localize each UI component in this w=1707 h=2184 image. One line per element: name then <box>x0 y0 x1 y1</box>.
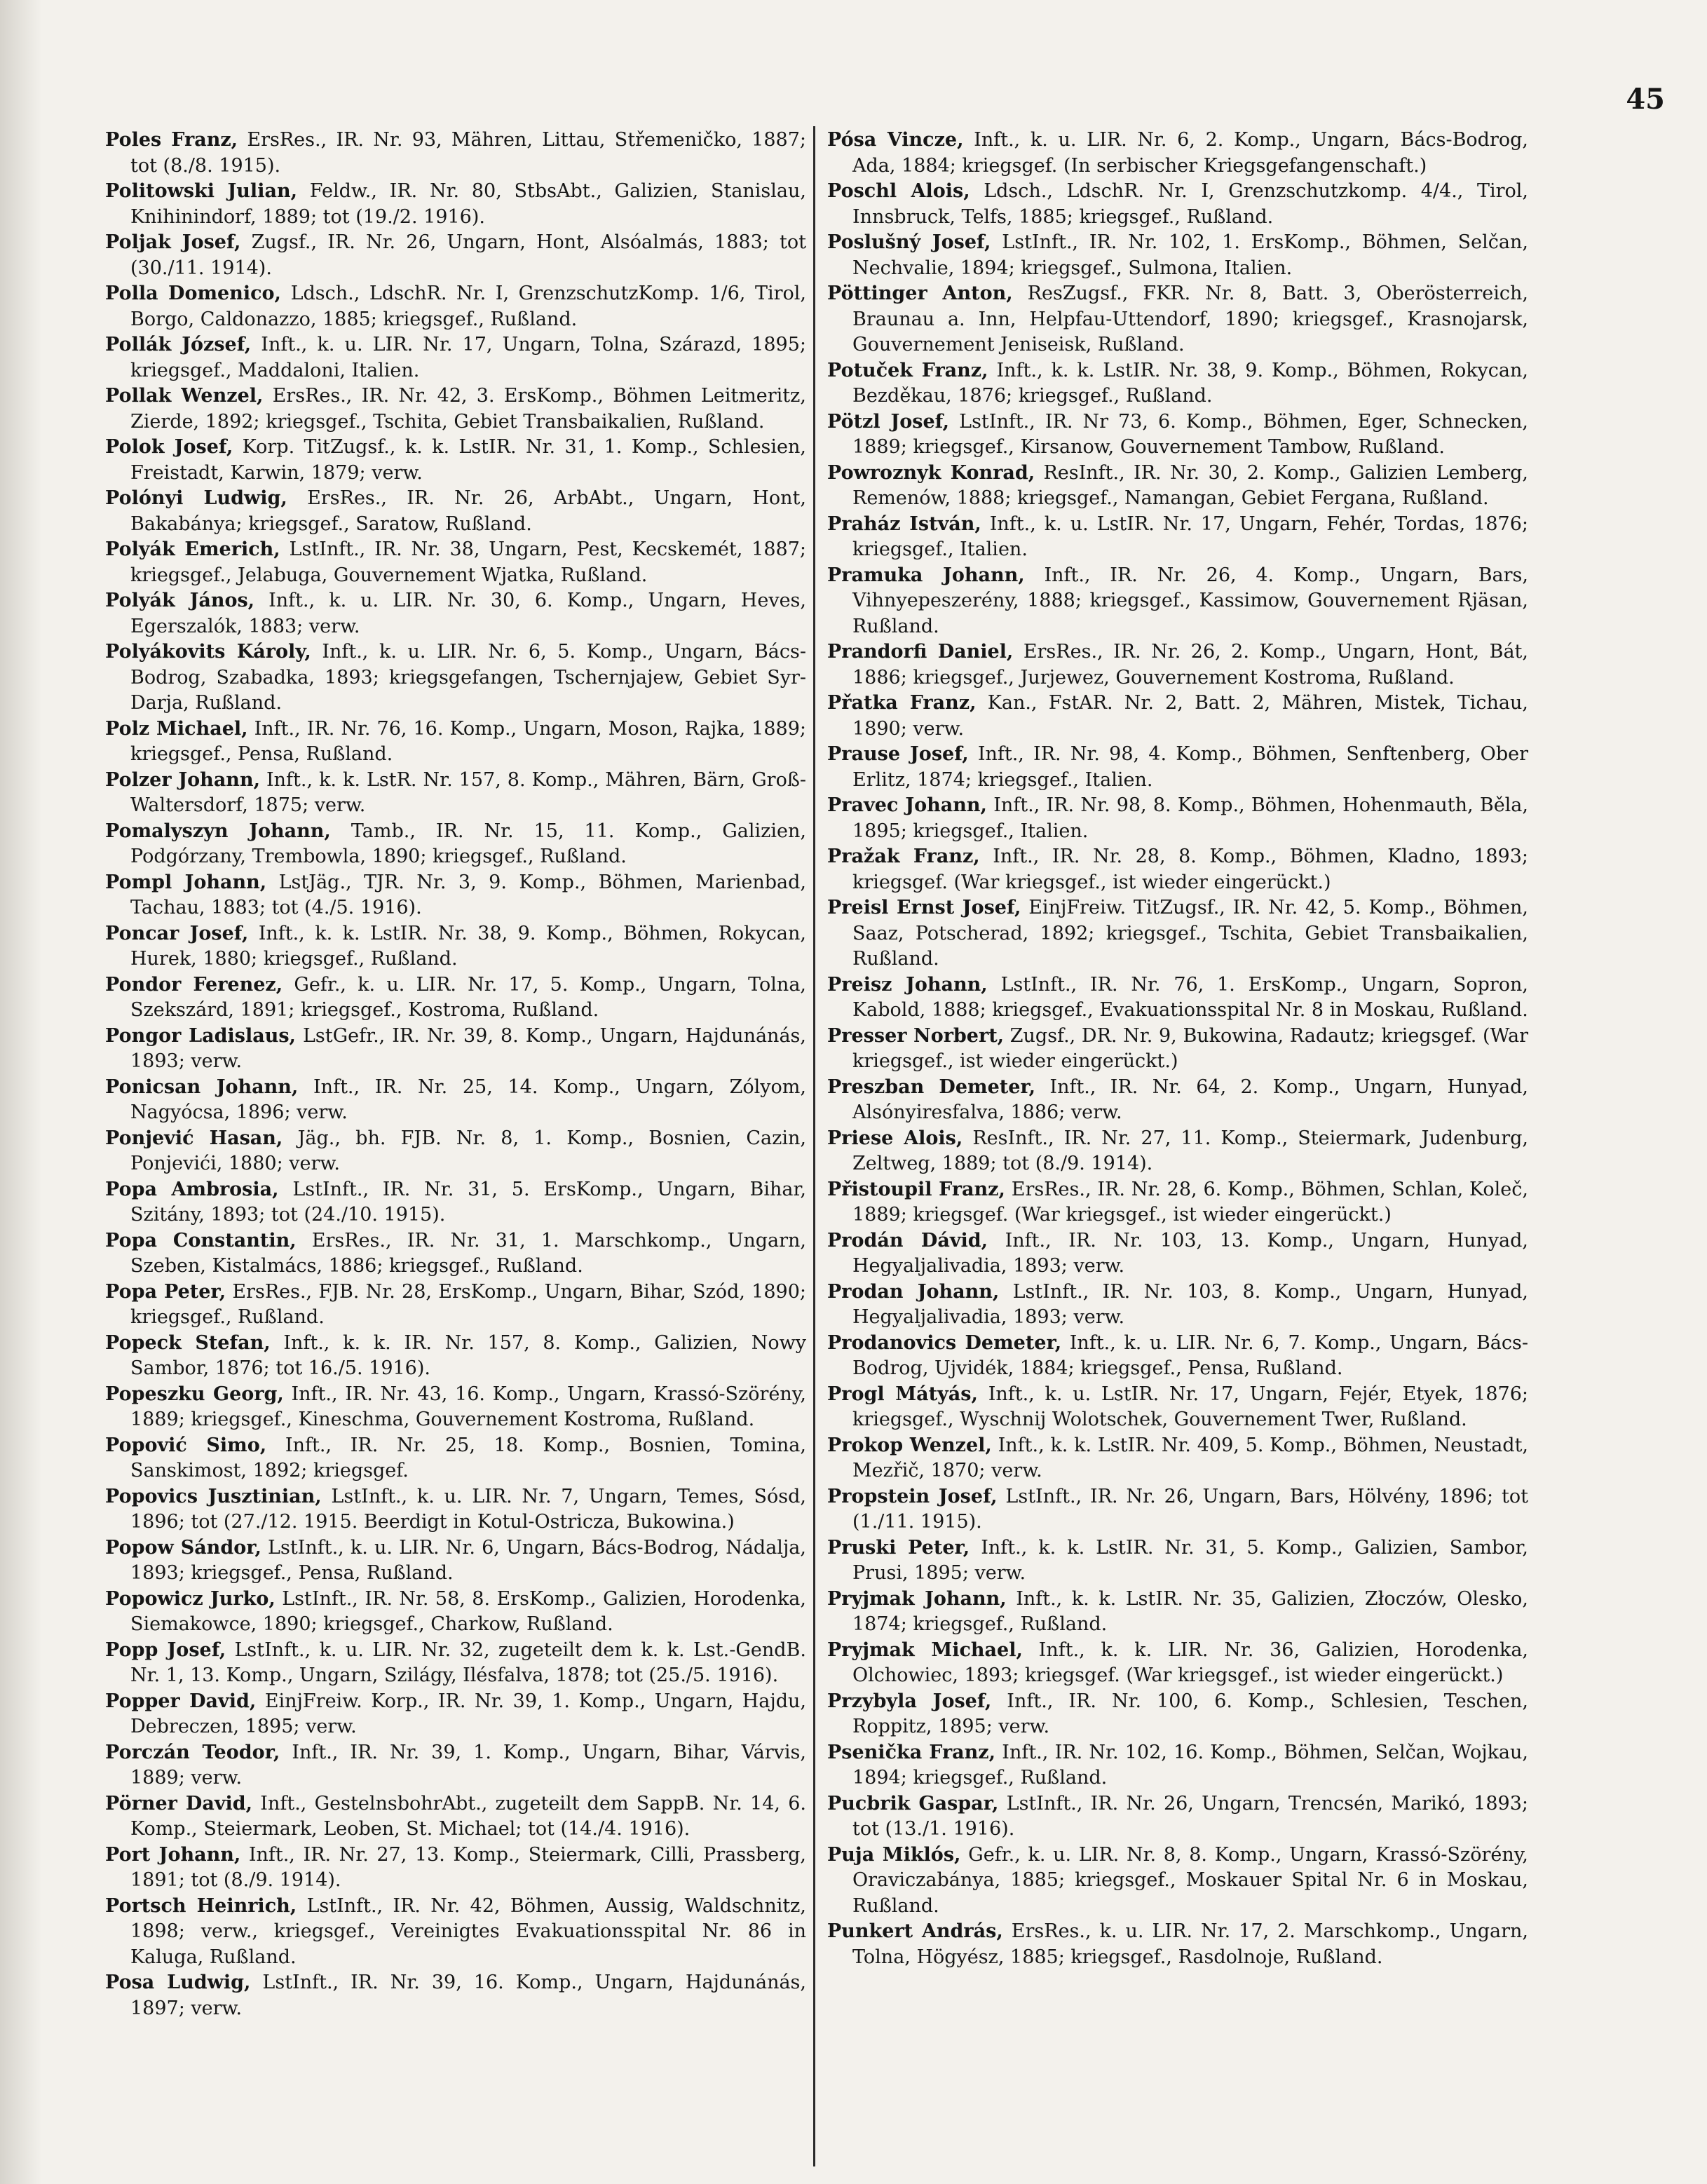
entry-details: ResZugsf., FKR. Nr. 8, Batt. 3, Oberösterreich, Braunau a. Inn, Helpfau-Uttendorf, 1890; kriegsgef., Krasnojarsk, Gouvernement Jeniseisk, Rußland. <box>852 283 1528 355</box>
entry-details: Inft., IR. Nr. 39, 1. Komp., Ungarn, Bihar, Várvis, 1889; verw. <box>130 1741 806 1789</box>
entry-name: Prokop Wenzel, <box>827 1434 992 1456</box>
casualty-entry <box>105 1535 806 1587</box>
entry-name: Propstein Josef, <box>827 1485 998 1507</box>
entry-details: Inft., IR. Nr. 28, 8. Komp., Böhmen, Kladno, 1893; kriegsgef. (War kriegsgef., ist wieder eingerückt.) <box>852 846 1528 893</box>
column-divider <box>813 126 815 2166</box>
entry-details: LstInft., IR. Nr. 102, 1. ErsKomp., Böhmen, Selčan, Nechvalie, 1894; kriegsgef., Sulmona, Italien. <box>852 231 1528 279</box>
entry-name: Posa Ludwig, <box>105 1972 251 1993</box>
entry-name: Preszban Demeter, <box>827 1076 1036 1098</box>
entry-name: Presser Norbert, <box>827 1024 1005 1047</box>
entry-details: LstInft., IR. Nr. 38, Ungarn, Pest, Kecskemét, 1887; kriegsgef., Jelabuga, Gouvernement Wjatka, Rußland. <box>130 538 806 586</box>
entry-name: Pražak Franz, <box>827 846 980 867</box>
entry-details: Inft., GestelnsbohrAbt., zugeteilt dem SappB. Nr. 14, 6. Komp., Steiermark, Leoben, St. Michael; tot (14./4. 1916). <box>130 1792 806 1840</box>
entry-details: Inft., k. k. LIR. Nr. 36, Galizien, Horodenka, Olchowiec, 1893; kriegsgef. (War kriegsgef., ist wieder eingerückt.) <box>852 1639 1528 1686</box>
entry-name: Pompl Johann, <box>105 871 267 893</box>
entry-name: Poncar Josef, <box>105 922 249 944</box>
entry-details: LstJäg., TJR. Nr. 3, 9. Komp., Böhmen, Marienbad, Tachau, 1883; tot (4./5. 1916). <box>130 871 806 918</box>
entry-name: Popeszku Georg, <box>105 1383 284 1405</box>
casualty-entry <box>105 1484 806 1535</box>
casualty-entry <box>827 1587 1528 1638</box>
entry-name: Popovics Jusztinian, <box>105 1485 322 1507</box>
entry-details: ErsRes., IR. Nr. 26, 2. Komp., Ungarn, Hont, Bát, 1886; kriegsgef., Jurjewez, Gouvernement Kostroma, Rußland. <box>852 641 1528 689</box>
entry-name: Poles Franz, <box>105 129 238 151</box>
entry-name: Politowski Julian, <box>105 180 297 202</box>
entry-details: Tamb., IR. Nr. 15, 11. Komp., Galizien, Podgórzany, Trembowla, 1890; kriegsgef., Rußland. <box>130 820 806 867</box>
entry-details: LstInft., IR. Nr. 76, 1. ErsKomp., Ungarn, Sopron, Kabold, 1888; kriegsgef., Evakuationsspital Nr. 8 in Moskau, Rußland. <box>852 973 1529 1021</box>
entry-name: Popow Sándor, <box>105 1536 261 1559</box>
entry-name: Priese Alois, <box>827 1127 963 1149</box>
casualty-entry <box>827 281 1528 358</box>
casualty-entry <box>827 1484 1528 1535</box>
entry-name: Pryjmak Michael, <box>827 1639 1023 1661</box>
casualty-entry <box>105 1894 806 1971</box>
entry-name: Popp Josef, <box>105 1639 226 1661</box>
entry-details: Inft., IR. Nr. 27, 13. Komp., Steiermark, Cilli, Prassberg, 1891; tot (8./9. 1914). <box>130 1843 806 1891</box>
entry-name: Puja Miklós, <box>827 1843 961 1866</box>
casualty-entry <box>827 1280 1528 1331</box>
entry-name: Popowicz Jurko, <box>105 1587 276 1610</box>
entry-details: Inft., k. k. LstIR. Nr. 38, 9. Komp., Böhmen, Rokycan, Hurek, 1880; kriegsgef., Rußland. <box>130 922 806 970</box>
entry-details: Ldsch., LdschR. Nr. I, GrenzschutzKomp. 1/6, Tirol, Borgo, Caldonazzo, 1885; kriegsgef., Rußland. <box>130 283 806 330</box>
entry-name: Polónyi Ludwig, <box>105 487 287 509</box>
entry-name: Popper David, <box>105 1690 257 1712</box>
entry-name: Poljak Josef, <box>105 231 241 253</box>
casualty-entry <box>827 1843 1528 1920</box>
entry-details: Inft., IR. Nr. 98, 8. Komp., Böhmen, Hohenmauth, Běla, 1895; kriegsgef., Italien. <box>852 794 1528 842</box>
entry-name: Prodan Johann, <box>827 1280 1000 1303</box>
entry-details: Inft., k. u. LIR. Nr. 6, 5. Komp., Ungarn, Bács-Bodrog, Szabadka, 1893; kriegsgefangen, Tschernjajew, Gebiet Syr-Darja, Rußland. <box>130 641 806 714</box>
entry-details: EinjFreiw. TitZugsf., IR. Nr. 42, 5. Komp., Böhmen, Saaz, Potscherad, 1892; kriegsgef., Tschita, Gebiet Transbaikalien, Rußland. <box>852 897 1528 970</box>
casualty-entry <box>827 1535 1528 1587</box>
casualty-entry <box>105 537 806 588</box>
casualty-entry <box>105 972 806 1024</box>
entry-details: Inft., k. k. IR. Nr. 157, 8. Komp., Galizien, Nowy Sambor, 1876; tot 16./5. 1916). <box>130 1331 806 1379</box>
entry-name: Pollak Wenzel, <box>105 385 264 407</box>
entry-details: ResInft., IR. Nr. 27, 11. Komp., Steiermark, Judenburg, Zeltweg, 1889; tot (8./9. 1914). <box>852 1127 1528 1174</box>
entry-details: Kan., FstAR. Nr. 2, Batt. 2, Mähren, Mistek, Tichau, 1890; verw. <box>852 692 1528 740</box>
casualty-entry <box>105 1587 806 1638</box>
entry-name: Przybyla Josef, <box>827 1690 992 1712</box>
casualty-entry <box>827 742 1528 793</box>
entry-name: Pongor Ladislaus, <box>105 1024 296 1047</box>
casualty-entry <box>105 819 806 870</box>
casualty-entry <box>105 332 806 384</box>
entry-name: Poslušný Josef, <box>827 231 991 253</box>
casualty-entry <box>105 1177 806 1228</box>
entry-details: Korp. TitZugsf., k. k. LstIR. Nr. 31, 1. Komp., Schlesien, Freistadt, Karwin, 1879; verw. <box>130 436 806 484</box>
entry-details: Jäg., bh. FJB. Nr. 8, 1. Komp., Bosnien, Cazin, Ponjevići, 1880; verw. <box>130 1127 806 1174</box>
casualty-entry <box>827 844 1528 895</box>
entry-details: ErsRes., IR. Nr. 31, 1. Marschkomp., Ungarn, Szeben, Kistalmács, 1886; kriegsgef., Rußland. <box>130 1229 806 1277</box>
casualty-entry <box>827 1024 1528 1075</box>
casualty-entry <box>105 1331 806 1382</box>
casualty-entry <box>827 358 1528 409</box>
casualty-entry <box>105 870 806 921</box>
entry-name: Pravec Johann, <box>827 794 987 816</box>
casualty-entry <box>105 1740 806 1791</box>
casualty-entry <box>827 895 1528 972</box>
casualty-entry <box>105 1791 806 1843</box>
casualty-entry <box>827 1740 1528 1791</box>
casualty-entry <box>827 1689 1528 1740</box>
entry-name: Pötzl Josef, <box>827 410 950 433</box>
entry-name: Porczán Teodor, <box>105 1741 280 1763</box>
casualty-entry <box>105 384 806 435</box>
entry-details: Inft., k. k. LstR. Nr. 157, 8. Komp., Mähren, Bärn, Groß-Waltersdorf, 1875; verw. <box>130 768 807 816</box>
entry-details: ErsRes., k. u. LIR. Nr. 17, 2. Marschkomp., Ungarn, Tolna, Högyész, 1885; kriegsgef., Rasdolnoje, Rußland. <box>852 1920 1528 1968</box>
casualty-entry <box>105 1970 806 2021</box>
casualty-entry <box>105 179 806 230</box>
casualty-entry <box>827 1791 1528 1843</box>
casualty-entry <box>827 972 1528 1024</box>
entry-details: EinjFreiw. Korp., IR. Nr. 39, 1. Komp., Ungarn, Hajdu, Debreczen, 1895; verw. <box>130 1690 807 1737</box>
entry-details: LstInft., IR. Nr. 39, 16. Komp., Ungarn, Hajdunánás, 1897; verw. <box>130 1972 806 2019</box>
entry-details: ResInft., IR. Nr. 30, 2. Komp., Galizien Lemberg, Remenów, 1888; kriegsgef., Namangan, Gebiet Fergana, Rußland. <box>852 461 1528 509</box>
entry-details: LstInft., IR. Nr. 26, Ungarn, Trencsén, Marikó, 1893; tot (13./1. 1916). <box>852 1792 1528 1840</box>
entry-name: Progl Mátyás, <box>827 1383 978 1405</box>
casualty-entry <box>105 717 806 768</box>
scan-shadow <box>0 0 42 2184</box>
entry-name: Popović Simo, <box>105 1434 267 1456</box>
entry-details: Inft., IR. Nr. 76, 16. Komp., Ungarn, Moson, Rajka, 1889; kriegsgef., Pensa, Rußland. <box>130 717 806 765</box>
entry-name: Pósa Vincze, <box>827 129 964 151</box>
entry-name: Polzer Johann, <box>105 768 260 791</box>
entry-details: LstInft., IR. Nr. 31, 5. ErsKomp., Ungarn, Bihar, Szitány, 1893; tot (24./10. 1915). <box>130 1178 806 1226</box>
casualty-entry <box>827 461 1528 512</box>
casualty-entry <box>105 639 806 717</box>
casualty-entry <box>105 588 806 639</box>
entry-name: Powroznyk Konrad, <box>827 461 1035 484</box>
entry-name: Polok Josef, <box>105 436 233 458</box>
entry-details: LstInft., IR. Nr. 58, 8. ErsKomp., Galizien, Horodenka, Siemakowce, 1890; kriegsgef., Charkow, Rußland. <box>130 1587 806 1635</box>
entry-name: Přatka Franz, <box>827 692 977 714</box>
entry-name: Pramuka Johann, <box>827 564 1025 586</box>
entry-details: ErsRes., FJB. Nr. 28, ErsKomp., Ungarn, Bihar, Szód, 1890; kriegsgef., Rußland. <box>130 1280 806 1328</box>
casualty-entry <box>827 1433 1528 1484</box>
casualty-entry <box>105 281 806 332</box>
casualty-entry <box>827 230 1528 281</box>
entry-name: Polyák Emerich, <box>105 538 280 560</box>
entry-details: Gefr., k. u. LIR. Nr. 17, 5. Komp., Ungarn, Tolna, Szekszárd, 1891; kriegsgef., Kostroma, Rußland. <box>130 973 807 1021</box>
casualty-entry <box>105 1126 806 1177</box>
entry-details: Inft., k. u. LIR. Nr. 17, Ungarn, Tolna, Szárazd, 1895; kriegsgef., Maddaloni, Italien. <box>130 334 806 381</box>
entry-name: Potuček Franz, <box>827 359 988 381</box>
entry-details: Inft., k. k. LstIR. Nr. 38, 9. Komp., Böhmen, Rokycan, Bezděkau, 1876; kriegsgef., Rußland. <box>852 359 1528 407</box>
entry-details: Inft., k. u. LIR. Nr. 6, 7. Komp., Ungarn, Bács-Bodrog, Ujvidék, 1884; kriegsgef., Pensa, Rußland. <box>852 1331 1529 1379</box>
entry-details: LstInft., k. u. LIR. Nr. 7, Ungarn, Temes, Sósd, 1896; tot (27./12. 1915. Beerdigt in Kotul-Ostricza, Bukowina.) <box>130 1485 806 1533</box>
casualty-entry <box>105 1433 806 1484</box>
entry-details: LstInft., IR. Nr 73, 6. Komp., Böhmen, Eger, Schnecken, 1889; kriegsgef., Kirsanow, Gouvernement Tambow, Rußland. <box>852 410 1529 458</box>
entry-name: Pryjmak Johann, <box>827 1587 1007 1610</box>
entry-details: Inft., IR. Nr. 98, 4. Komp., Böhmen, Senftenberg, Ober Erlitz, 1874; kriegsgef., Italien. <box>852 743 1528 791</box>
entry-details: Inft., IR. Nr. 43, 16. Komp., Ungarn, Krassó-Szörény, 1889; kriegsgef., Kineschma, Gouvernement Kostroma, Rußland. <box>130 1383 806 1430</box>
entry-name: Psenička Franz, <box>827 1741 996 1763</box>
entry-details: Inft., IR. Nr. 25, 14. Komp., Ungarn, Zólyom, Nagyócsa, 1896; verw. <box>130 1076 806 1123</box>
entry-name: Polyák János, <box>105 590 255 611</box>
entry-name: Prandorfi Daniel, <box>827 641 1014 663</box>
entry-details: Inft., k. u. LstIR. Nr. 17, Ungarn, Fejér, Etyek, 1876; kriegsgef., Wyschnij Wolotschek, Gouvernement Twer, Rußland. <box>852 1383 1528 1430</box>
casualty-entry <box>827 1177 1528 1228</box>
casualty-entry <box>827 1919 1528 1970</box>
casualty-entry <box>827 179 1528 230</box>
casualty-entry <box>827 409 1528 461</box>
entry-name: Praház István, <box>827 513 981 535</box>
entry-name: Polyákovits Károly, <box>105 641 311 663</box>
entry-details: ErsRes., IR. Nr. 93, Mähren, Littau, Střemeničko, 1887; tot (8./8. 1915). <box>130 129 806 177</box>
casualty-entry <box>105 1382 806 1433</box>
entry-name: Pucbrik Gaspar, <box>827 1792 999 1815</box>
entry-details: LstInft., IR. Nr. 103, 8. Komp., Ungarn, Hunyad, Hegyaljalivadia, 1893; verw. <box>852 1280 1528 1328</box>
entry-details: Inft., IR. Nr. 102, 16. Komp., Böhmen, Selčan, Wojkau, 1894; kriegsgef., Rußland. <box>852 1741 1529 1789</box>
entry-details: ErsRes., IR. Nr. 28, 6. Komp., Böhmen, Schlan, Koleč, 1889; kriegsgef. (War kriegsgef., ist wieder eingerückt.) <box>852 1178 1528 1226</box>
entry-details: Gefr., k. u. LIR. Nr. 8, 8. Komp., Ungarn, Krassó-Szörény, Oraviczabánya, 1885; kriegsgef., Moskauer Spital Nr. 6 in Moskau, Rußland. <box>852 1843 1528 1917</box>
entry-name: Ponjević Hasan, <box>105 1127 283 1149</box>
entry-details: Inft., k. u. LstIR. Nr. 17, Ungarn, Fehér, Tordas, 1876; kriegsgef., Italien. <box>852 513 1528 560</box>
entry-name: Pomalyszyn Johann, <box>105 820 331 842</box>
entry-name: Preisz Johann, <box>827 973 988 996</box>
entry-name: Popa Ambrosia, <box>105 1178 279 1200</box>
entry-name: Preisl Ernst Josef, <box>827 897 1021 918</box>
entry-details: Inft., k. k. LstIR. Nr. 409, 5. Komp., Böhmen, Neustadt, Mezřič, 1870; verw. <box>852 1434 1529 1481</box>
entry-name: Punkert András, <box>827 1920 1003 1942</box>
casualty-entry <box>105 1024 806 1075</box>
casualty-entry <box>105 768 806 819</box>
casualty-entry <box>827 512 1528 563</box>
casualty-entry <box>105 435 806 486</box>
casualty-entry <box>105 1843 806 1894</box>
casualty-entry <box>105 486 806 537</box>
entry-details: LstInft., k. u. LIR. Nr. 32, zugeteilt dem k. k. Lst.-GendB. Nr. 1, 13. Komp., Ungarn, Szilágy, Ilésfalva, 1878; tot (25./5. 1916). <box>130 1639 806 1686</box>
casualty-entry <box>827 1638 1528 1689</box>
casualty-entry <box>827 128 1528 179</box>
entry-name: Polz Michael, <box>105 717 248 740</box>
entry-name: Prause Josef, <box>827 743 969 765</box>
entry-details: LstInft., k. u. LIR. Nr. 6, Ungarn, Bács-Bodrog, Nádalja, 1893; kriegsgef., Pensa, Rußland. <box>130 1536 806 1584</box>
entry-details: ErsRes., IR. Nr. 42, 3. ErsKomp., Böhmen Leitmeritz, Zierde, 1892; kriegsgef., Tschita, Gebiet Transbaikalien, Rußland. <box>130 385 806 433</box>
casualty-entry <box>105 1075 806 1126</box>
entry-details: Inft., IR. Nr. 100, 6. Komp., Schlesien, Teschen, Roppitz, 1895; verw. <box>852 1690 1528 1737</box>
entry-name: Prodanovics Demeter, <box>827 1331 1062 1354</box>
entry-details: Inft., k. k. LstIR. Nr. 35, Galizien, Złoczów, Olesko, 1874; kriegsgef., Rußland. <box>852 1587 1528 1635</box>
entry-details: Inft., k. u. LIR. Nr. 6, 2. Komp., Ungarn, Bács-Bodrog, Ada, 1884; kriegsgef. (In serbischer Kriegsgefangenschaft.) <box>852 129 1528 177</box>
entry-details: LstInft., IR. Nr. 42, Böhmen, Aussig, Waldschnitz, 1898; verw., kriegsgef., Vereinigtes Evakuationsspital Nr. 86 in Kaluga, Rußland. <box>130 1894 806 1968</box>
left-column <box>105 128 806 2021</box>
entry-details: Zugsf., IR. Nr. 26, Ungarn, Hont, Alsóalmás, 1883; tot (30./11. 1914). <box>130 231 806 279</box>
entry-details: Inft., k. u. LIR. Nr. 30, 6. Komp., Ungarn, Heves, Egerszalók, 1883; verw. <box>130 590 806 637</box>
entry-details: Feldw., IR. Nr. 80, StbsAbt., Galizien, Stanislau, Knihinindorf, 1889; tot (19./2. 1916). <box>130 180 806 228</box>
casualty-entry <box>827 639 1528 691</box>
entry-details: ErsRes., IR. Nr. 26, ArbAbt., Ungarn, Hont, Bakabánya; kriegsgef., Saratow, Rußland. <box>130 487 806 535</box>
entry-name: Pollák József, <box>105 334 252 355</box>
entry-name: Prodán Dávid, <box>827 1229 988 1252</box>
right-column <box>827 128 1528 1970</box>
entry-name: Přistoupil Franz, <box>827 1178 1005 1200</box>
entry-details: Inft., IR. Nr. 64, 2. Komp., Ungarn, Hunyad, Alsónyiresfalva, 1886; verw. <box>852 1076 1528 1123</box>
entry-name: Pöttinger Anton, <box>827 283 1013 304</box>
casualty-entry <box>827 563 1528 640</box>
casualty-entry <box>105 1689 806 1740</box>
entry-details: Zugsf., DR. Nr. 9, Bukowina, Radautz; kriegsgef. (War kriegsgef., ist wieder eingerückt.) <box>852 1024 1528 1072</box>
casualty-entry <box>827 1126 1528 1177</box>
entry-details: Ldsch., LdschR. Nr. I, Grenzschutzkomp. 4/4., Tirol, Innsbruck, Telfs, 1885; kriegsgef., Rußland. <box>852 180 1528 228</box>
entry-name: Popa Peter, <box>105 1280 226 1303</box>
entry-name: Portsch Heinrich, <box>105 1894 297 1917</box>
casualty-entry <box>105 1280 806 1331</box>
entry-name: Polla Domenico, <box>105 283 281 304</box>
entry-details: Inft., IR. Nr. 103, 13. Komp., Ungarn, Hunyad, Hegyaljalivadia, 1893; verw. <box>852 1229 1528 1277</box>
entry-name: Poschl Alois, <box>827 180 970 202</box>
entry-details: Inft., IR. Nr. 26, 4. Komp., Ungarn, Bars, Vihnyepeszerény, 1888; kriegsgef., Kassimow, Gouvernement Rjäsan, Rußland. <box>852 564 1528 637</box>
entry-name: Pörner David, <box>105 1792 253 1815</box>
entry-name: Pruski Peter, <box>827 1536 970 1559</box>
entry-name: Ponicsan Johann, <box>105 1076 299 1098</box>
casualty-entry <box>827 691 1528 742</box>
entry-details: Inft., IR. Nr. 25, 18. Komp., Bosnien, Tomina, Sanskimost, 1892; kriegsgef. <box>130 1434 806 1481</box>
entry-name: Popa Constantin, <box>105 1229 297 1252</box>
casualty-entry <box>105 128 806 179</box>
casualty-entry <box>105 1228 806 1280</box>
entry-details: LstInft., IR. Nr. 26, Ungarn, Bars, Hölvény, 1896; tot (1./11. 1915). <box>852 1485 1528 1533</box>
entry-name: Pondor Ferenez, <box>105 973 283 996</box>
casualty-entry <box>827 1075 1528 1126</box>
casualty-entry <box>827 793 1528 844</box>
entry-name: Popeck Stefan, <box>105 1331 271 1354</box>
casualty-entry <box>105 921 806 972</box>
casualty-entry <box>827 1228 1528 1280</box>
entry-name: Port Johann, <box>105 1843 241 1866</box>
casualty-entry <box>827 1382 1528 1433</box>
casualty-entry <box>827 1331 1528 1382</box>
casualty-entry <box>105 1638 806 1689</box>
casualty-entry <box>105 230 806 281</box>
entry-details: LstGefr., IR. Nr. 39, 8. Komp., Ungarn, Hajdunánás, 1893; verw. <box>130 1024 806 1072</box>
entry-details: Inft., k. k. LstIR. Nr. 31, 5. Komp., Galizien, Sambor, Prusi, 1895; verw. <box>852 1536 1529 1584</box>
page-number: 45 <box>1626 83 1665 116</box>
